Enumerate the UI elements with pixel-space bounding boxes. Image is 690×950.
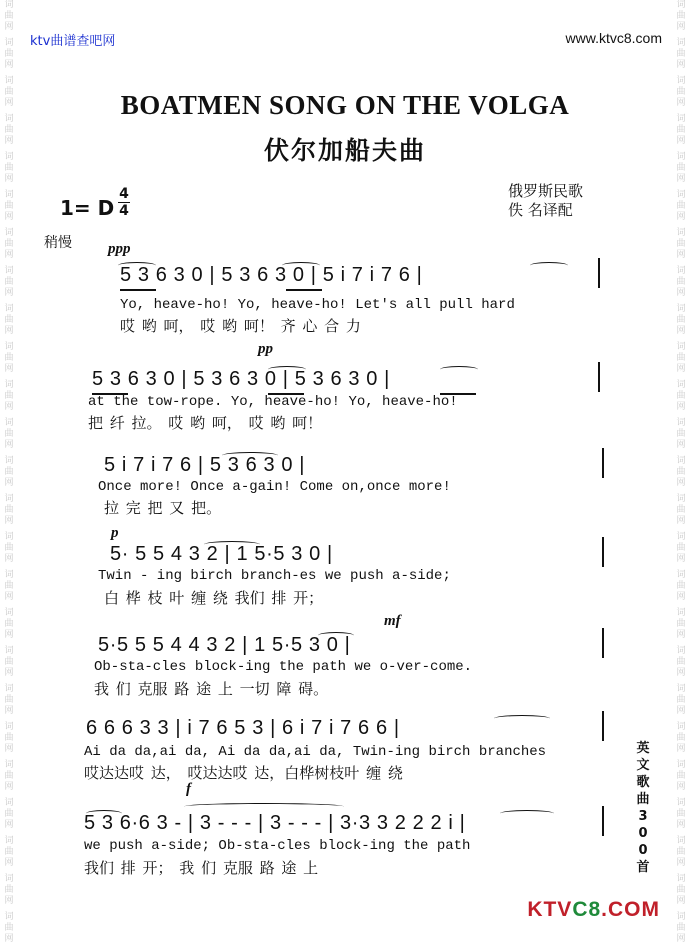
- lyrics-english: at the tow-rope. Yo, heave-ho! Yo, heave-ho!: [88, 394, 458, 410]
- edge-watermark-char: 网: [676, 782, 686, 792]
- edge-watermark-char: 曲: [676, 87, 686, 97]
- song-title-chinese: 伏尔加船夫曲: [263, 136, 426, 165]
- edge-watermark-char: 词: [4, 380, 14, 390]
- edge-watermark-char: 网: [676, 478, 686, 488]
- edge-watermark-char: 词: [676, 494, 686, 504]
- lyrics-chinese: 我们 排 开； 我 们 克服 路 途 上: [84, 859, 319, 877]
- edge-watermark-char: 曲: [676, 581, 686, 591]
- edge-watermark-char: 词: [676, 836, 686, 846]
- edge-watermark-char: 曲: [676, 125, 686, 135]
- edge-watermark-char: 词: [676, 380, 686, 390]
- time-signature-top: 4: [119, 186, 129, 202]
- edge-watermark-char: 曲: [676, 695, 686, 705]
- lyrics-english: Yo, heave-ho! Yo, heave-ho! Let's all pull hard: [120, 297, 515, 313]
- edge-watermark-char: 词: [4, 570, 14, 580]
- edge-watermark-char: 网: [4, 212, 14, 222]
- credit-origin: 俄罗斯民歌: [508, 182, 584, 200]
- edge-watermark-char: 词: [676, 912, 686, 922]
- edge-watermark-char: 词: [4, 798, 14, 808]
- edge-watermark-char: 曲: [4, 923, 14, 933]
- edge-watermark-char: 词: [676, 266, 686, 276]
- edge-watermark-char: 网: [4, 820, 14, 830]
- edge-watermark-char: 曲: [4, 49, 14, 59]
- edge-watermark-gap: [672, 945, 690, 950]
- edge-watermark-char: 网: [676, 554, 686, 564]
- edge-watermark-char: 网: [4, 478, 14, 488]
- edge-watermark-char: 词: [4, 836, 14, 846]
- edge-watermark-char: 曲: [676, 163, 686, 173]
- edge-watermark-char: 曲: [676, 429, 686, 439]
- logo-part-ktv: KTV: [527, 898, 573, 921]
- edge-watermark-char: 词: [4, 228, 14, 238]
- dynamic-mark: pp: [258, 341, 273, 357]
- edge-watermark-char: 网: [676, 402, 686, 412]
- edge-watermark-char: 词: [676, 798, 686, 808]
- bar-line-end: [602, 537, 604, 567]
- edge-watermark-char: 词: [4, 342, 14, 352]
- lyrics-chinese: 哎达达哎 达， 哎达达哎 达，白桦树枝叶 缠 绕: [84, 764, 403, 782]
- bar-line-end: [602, 711, 604, 741]
- edge-watermark-char: 网: [676, 440, 686, 450]
- edge-watermark-char: 曲: [676, 353, 686, 363]
- side-book-char: 0: [638, 826, 648, 841]
- notation-line: 5 3 6 3 0 | 5 3 6 3 0 | 5 i 7 i 7 6 |: [120, 264, 423, 286]
- edge-watermark-char: 网: [4, 98, 14, 108]
- edge-watermark-char: 网: [676, 896, 686, 906]
- dynamic-mark: p: [111, 525, 119, 541]
- edge-watermark-char: 曲: [4, 733, 14, 743]
- edge-watermark-char: 网: [676, 744, 686, 754]
- edge-watermark-char: 词: [4, 608, 14, 618]
- edge-watermark-char: 曲: [4, 125, 14, 135]
- edge-watermark-char: 曲: [4, 771, 14, 781]
- edge-watermark-char: 网: [676, 212, 686, 222]
- edge-watermark-char: 词: [676, 646, 686, 656]
- time-signature-bottom: 4: [119, 203, 129, 219]
- edge-watermark-char: 词: [4, 646, 14, 656]
- edge-watermark-char: 曲: [4, 543, 14, 553]
- credit-translator: 佚 名译配: [508, 201, 573, 219]
- edge-watermark-char: 曲: [676, 809, 686, 819]
- edge-watermark-char: 曲: [676, 11, 686, 21]
- lyrics-chinese: 我 们 克服 路 途 上 一切 障 碍。: [94, 680, 329, 698]
- site-url-label[interactable]: www.ktvc8.com: [565, 30, 662, 46]
- edge-watermark-char: 网: [676, 592, 686, 602]
- edge-watermark-char: 曲: [676, 619, 686, 629]
- slur: [318, 632, 354, 639]
- edge-watermark-char: 网: [4, 858, 14, 868]
- side-book-char: 曲: [636, 792, 650, 807]
- edge-watermark-char: 曲: [4, 657, 14, 667]
- beam-underline: [92, 393, 128, 395]
- edge-watermark-char: 曲: [4, 505, 14, 515]
- edge-watermark-char: 曲: [4, 315, 14, 325]
- edge-watermark-char: 曲: [4, 353, 14, 363]
- edge-watermark-char: 曲: [4, 885, 14, 895]
- edge-watermark-char: 网: [4, 592, 14, 602]
- edge-watermark-char: 网: [676, 820, 686, 830]
- edge-watermark-char: 曲: [4, 619, 14, 629]
- edge-watermark-char: 曲: [4, 277, 14, 287]
- bar-line-end: [602, 628, 604, 658]
- edge-watermark-char: 网: [4, 516, 14, 526]
- dynamic-mark: mf: [384, 613, 401, 629]
- lyrics-chinese: 把 纤 拉。 哎 哟 呵， 哎 哟 呵！: [88, 414, 323, 432]
- slur: [222, 452, 278, 459]
- edge-watermark-char: 词: [676, 874, 686, 884]
- slur: [118, 262, 156, 269]
- time-signature: [117, 186, 131, 219]
- side-book-char: 0: [638, 843, 648, 858]
- edge-watermark-gap: [0, 945, 18, 950]
- edge-watermark-char: 词: [676, 304, 686, 314]
- edge-watermark-char: 词: [676, 342, 686, 352]
- edge-watermark-char: 曲: [4, 581, 14, 591]
- edge-watermark-char: 网: [676, 858, 686, 868]
- edge-watermark-char: 网: [4, 136, 14, 146]
- side-book-label: [634, 740, 652, 876]
- notation-line: 5· 5 5 4 3 2 | 1 5·5 3 0 |: [110, 543, 333, 565]
- edge-watermark-char: 网: [676, 516, 686, 526]
- edge-watermark-char: 词: [4, 874, 14, 884]
- edge-watermark-char: 网: [676, 326, 686, 336]
- notation-line: 5 3 6 3 0 | 5 3 6 3 0 | 5 3 6 3 0 |: [92, 368, 390, 390]
- notation-line: 5 i 7 i 7 6 | 5 3 6 3 0 |: [104, 454, 306, 476]
- slur: [440, 366, 478, 373]
- lyrics-chinese: 拉 完 把 又 把。: [104, 499, 222, 517]
- edge-watermark-char: 网: [4, 402, 14, 412]
- edge-watermark-char: 网: [676, 22, 686, 32]
- edge-watermark-char: 曲: [676, 49, 686, 59]
- edge-watermark-char: 曲: [4, 429, 14, 439]
- edge-watermark-char: 词: [676, 190, 686, 200]
- edge-watermark-char: 词: [676, 418, 686, 428]
- edge-watermark-char: 词: [4, 190, 14, 200]
- edge-watermark-char: 网: [676, 60, 686, 70]
- edge-watermark-char: 词: [676, 608, 686, 618]
- edge-watermark-char: 网: [676, 136, 686, 146]
- slur: [500, 810, 554, 817]
- edge-watermark-char: 网: [4, 934, 14, 944]
- edge-watermark-char: 网: [676, 174, 686, 184]
- edge-watermark-char: 网: [4, 60, 14, 70]
- edge-watermark-char: 曲: [4, 467, 14, 477]
- edge-watermark-char: 曲: [4, 87, 14, 97]
- edge-watermark-char: 词: [676, 76, 686, 86]
- edge-watermark-char: 词: [676, 532, 686, 542]
- edge-watermark-char: 词: [4, 760, 14, 770]
- slur: [282, 262, 320, 269]
- side-book-char: 歌: [636, 775, 650, 790]
- edge-watermark-char: 网: [676, 934, 686, 944]
- edge-watermark-char: 词: [676, 152, 686, 162]
- edge-watermark-char: 词: [676, 228, 686, 238]
- edge-watermark-char: 网: [4, 22, 14, 32]
- edge-watermark-char: 曲: [4, 163, 14, 173]
- edge-watermark-char: 网: [4, 668, 14, 678]
- edge-watermark-char: 词: [4, 456, 14, 466]
- edge-watermark-char: 词: [676, 684, 686, 694]
- edge-watermark-char: 网: [676, 706, 686, 716]
- edge-watermark-char: 词: [4, 266, 14, 276]
- lyrics-english: Once more! Once a-gain! Come on,once more!: [98, 479, 451, 495]
- edge-watermark-char: 词: [4, 38, 14, 48]
- edge-watermark-char: 网: [676, 288, 686, 298]
- edge-watermark-char: 词: [4, 152, 14, 162]
- slur: [530, 262, 568, 269]
- edge-watermark-char: 网: [4, 744, 14, 754]
- edge-watermark-char: 曲: [676, 657, 686, 667]
- edge-watermark-char: 曲: [676, 923, 686, 933]
- edge-watermark-char: 网: [676, 250, 686, 260]
- slur: [494, 715, 550, 722]
- slur: [268, 366, 306, 373]
- edge-watermark-char: 曲: [4, 239, 14, 249]
- dynamic-mark: f: [186, 781, 191, 797]
- edge-watermark-char: 曲: [676, 315, 686, 325]
- edge-watermark-char: 曲: [4, 695, 14, 705]
- edge-watermark-char: 词: [4, 0, 14, 10]
- site-name-label[interactable]: ktv曲谱查吧网: [30, 34, 116, 49]
- edge-watermark-char: 网: [4, 630, 14, 640]
- slur: [204, 541, 260, 548]
- edge-watermark-char: 曲: [4, 201, 14, 211]
- edge-watermark-char: 网: [676, 668, 686, 678]
- edge-watermark-char: 词: [4, 418, 14, 428]
- edge-watermark-char: 网: [4, 706, 14, 716]
- side-book-char: 文: [636, 758, 650, 773]
- edge-watermark-char: 曲: [676, 847, 686, 857]
- edge-watermark-char: 网: [4, 896, 14, 906]
- edge-watermark-char: 曲: [676, 239, 686, 249]
- edge-watermark-char: 词: [4, 912, 14, 922]
- edge-watermark-char: 词: [676, 456, 686, 466]
- edge-watermark-char: 词: [676, 722, 686, 732]
- edge-watermark-char: 网: [4, 174, 14, 184]
- beam-underline: [286, 289, 322, 291]
- edge-watermark-char: 词: [4, 494, 14, 504]
- edge-watermark-char: 词: [676, 570, 686, 580]
- edge-watermark-char: 网: [4, 364, 14, 374]
- logo-part-com: .COM: [601, 898, 660, 921]
- edge-watermark-char: 词: [4, 722, 14, 732]
- edge-watermark-char: 曲: [676, 277, 686, 287]
- ktvc8-logo: [527, 898, 660, 922]
- edge-watermark-char: 词: [4, 114, 14, 124]
- edge-watermark-char: 曲: [676, 391, 686, 401]
- lyrics-chinese: 哎 哟 呵， 哎 哟 呵！ 齐 心 合 力: [120, 317, 361, 335]
- beam-underline: [120, 289, 156, 291]
- lyrics-chinese: 白 桦 枝 叶 缠 绕 我们 排 开；: [104, 589, 324, 607]
- beam-underline: [440, 393, 476, 395]
- lyrics-english: Ai da da,ai da, Ai da da,ai da, Twin-ing birch branches: [84, 744, 547, 760]
- beam-underline: [268, 393, 304, 395]
- slur: [86, 810, 122, 817]
- bar-line-end: [602, 448, 604, 478]
- edge-watermark-char: 网: [4, 782, 14, 792]
- edge-watermark-char: 曲: [676, 771, 686, 781]
- edge-watermark-char: 网: [4, 288, 14, 298]
- edge-watermark-char: 曲: [676, 733, 686, 743]
- edge-watermark-char: 网: [4, 326, 14, 336]
- edge-watermark-char: 网: [4, 250, 14, 260]
- edge-watermark-char: 曲: [676, 201, 686, 211]
- notation-line: 5 3 6·6 3 - | 3 - - - | 3 - - - | 3·3 3 2 2 2 i |: [84, 812, 466, 834]
- edge-watermark-char: 曲: [676, 885, 686, 895]
- lyrics-english: we push a-side; Ob-sta-cles block-ing the path: [84, 838, 471, 854]
- edge-watermark-char: 曲: [676, 543, 686, 553]
- edge-watermark-char: 网: [4, 554, 14, 564]
- side-book-char: 3: [638, 809, 648, 824]
- bar-line-end: [602, 806, 604, 836]
- edge-watermark-char: 词: [676, 0, 686, 10]
- edge-watermark-char: 网: [4, 440, 14, 450]
- song-title-english: BOATMEN SONG ON THE VOLGA: [120, 90, 570, 120]
- edge-watermark-char: 网: [676, 630, 686, 640]
- edge-watermark-char: 词: [676, 760, 686, 770]
- edge-watermark-char: 曲: [4, 809, 14, 819]
- edge-watermark-char: 曲: [4, 11, 14, 21]
- lyrics-english: Ob-sta-cles block-ing the path we o-ver-come.: [94, 659, 473, 675]
- bar-line-end: [598, 258, 600, 288]
- edge-watermark-char: 网: [676, 98, 686, 108]
- bar-line-end: [598, 362, 600, 392]
- lyrics-english: Twin - ing birch branch-es we push a-side;: [98, 568, 451, 584]
- key-signature: 1= D: [60, 196, 115, 220]
- tie: [184, 803, 344, 810]
- logo-part-c8: C8: [572, 898, 602, 921]
- side-book-char: 英: [636, 741, 650, 756]
- edge-watermark-char: 曲: [4, 391, 14, 401]
- dynamic-mark: ppp: [108, 241, 131, 257]
- tempo-marking: 稍慢: [44, 235, 72, 251]
- edge-watermark-char: 曲: [676, 505, 686, 515]
- edge-watermark-char: 词: [676, 114, 686, 124]
- edge-watermark-char: 词: [4, 684, 14, 694]
- edge-watermark-char: 词: [676, 38, 686, 48]
- notation-line: 5·5 5 5 4 4 3 2 | 1 5·5 3 0 |: [98, 634, 351, 656]
- side-book-char: 首: [636, 860, 650, 875]
- edge-watermark-char: 词: [4, 76, 14, 86]
- edge-watermark-char: 曲: [4, 847, 14, 857]
- edge-watermark-char: 曲: [676, 467, 686, 477]
- edge-watermark-char: 网: [676, 364, 686, 374]
- edge-watermark-char: 词: [4, 532, 14, 542]
- notation-line: 6 6 6 3 3 | i 7 6 5 3 | 6 i 7 i 7 6 6 |: [86, 717, 400, 739]
- edge-watermark-char: 词: [4, 304, 14, 314]
